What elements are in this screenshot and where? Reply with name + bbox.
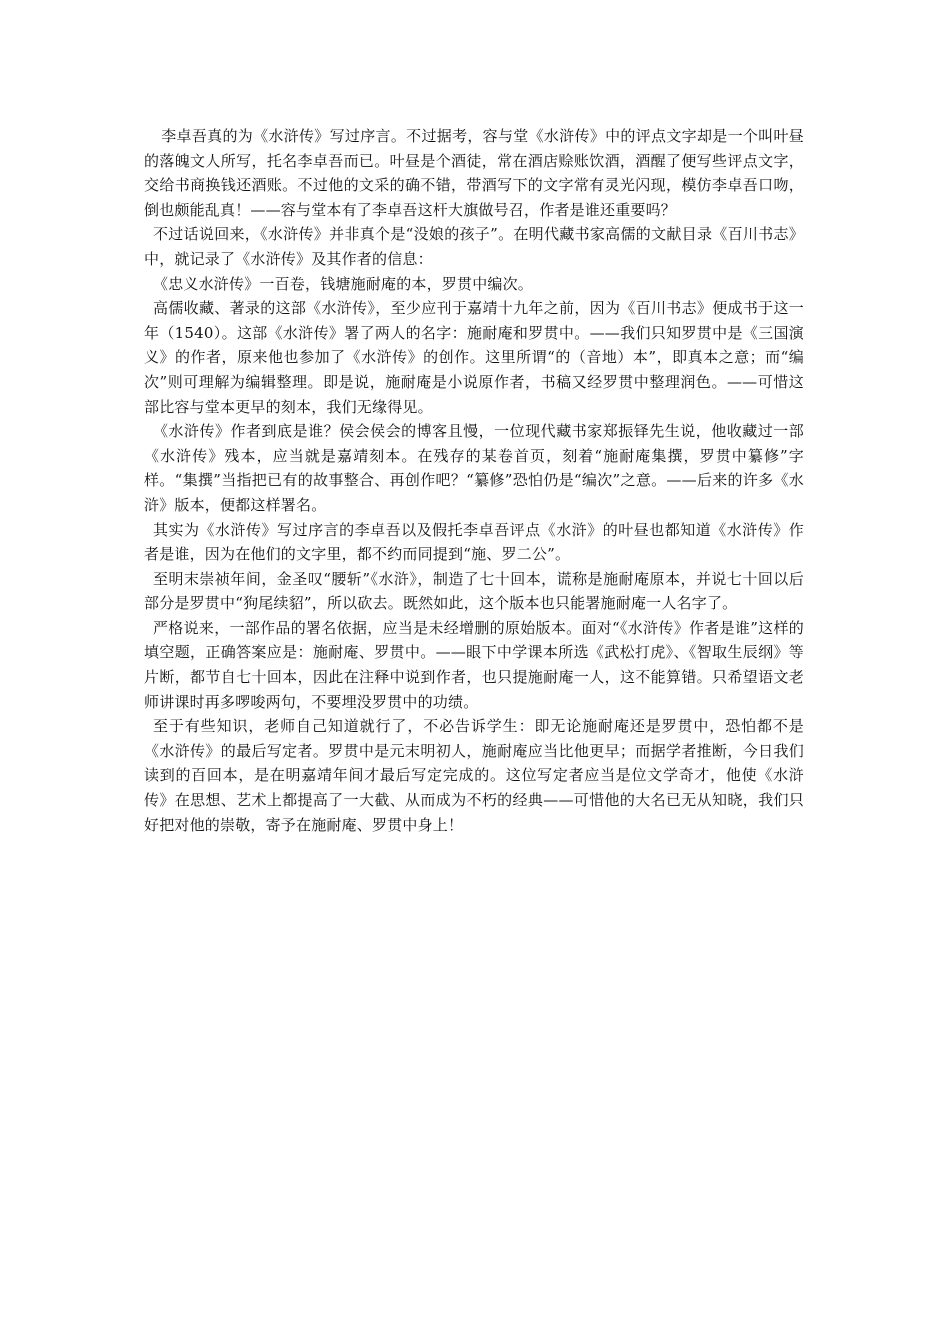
paragraph-quote: 《忠义水浒传》一百卷，钱塘施耐庵的本，罗贯中编次。 — [153, 274, 534, 293]
paragraph: 《水浒传》作者到底是谁？侯会侯会的博客且慢，一位现代藏书家郑振铎先生说，他收藏过一部《水浒传》残本，应当就是嘉靖刻本。在残存的某卷首页，刻着“施耐庵集撰，罗贯中纂修”字样。“集撰”当指把已有的故事整合、再创作吧？“纂修”恐怕仍是“编次”之意。——后来的许多《水浒》版本，便都这样署名。 — [144, 422, 804, 514]
paragraph: 高儒收藏、著录的这部《水浒传》，至少应刊于嘉靖十九年之前，因为《百川书志》便成书于这一年（1540）。这部《水浒传》署了两人的名字：施耐庵和罗贯中。——我们只知罗贯中是《三国演义》的作者，原来他也参加了《水浒传》的创作。这里所谓“的（音地）本”，即真本之意；而“编次”则可理解为编辑整理。即是说，施耐庵是小说原作者，书稿又经罗贯中整理润色。——可惜这部比容与堂本更早的刻本，我们无缘得见。 — [144, 299, 804, 416]
paragraph: 至明末崇祯年间，金圣叹“腰斩”《水浒》，制造了七十回本，谎称是施耐庵原本，并说七十回以后部分是罗贯中“狗尾续貂”，所以砍去。既然如此，这个版本也只能署施耐庵一人名字了。 — [144, 569, 804, 613]
paragraph: 严格说来，一部作品的署名依据，应当是未经增删的原始版本。面对“《水浒传》作者是谁”这样的填空题，正确答案应是：施耐庵、罗贯中。——眼下中学课本所选《武松打虎》、《智取生辰纲》等片断，都节自七十回本，因此在注释中说到作者，也只提施耐庵一人，这不能算错。只希望语文老师讲课时再多啰唆两句，不要埋没罗贯中的功绩。 — [144, 618, 804, 711]
paragraph: 至于有些知识，老师自己知道就行了，不必告诉学生：即无论施耐庵还是罗贯中，恐怕都不是《水浒传》的最后写定者。罗贯中是元末明初人，施耐庵应当比他更早；而据学者推断，今日我们读到的百回本，是在明嘉靖年间才最后写定完成的。这位写定者应当是位文学奇才，他使《水浒传》在思想、艺术上都提高了一大截、从而成为不朽的经典——可惜他的大名已无从知晓，我们只好把对他的崇敬，寄予在施耐庵、罗贯中身上！ — [144, 717, 804, 834]
paragraph: 李卓吾真的为《水浒传》写过序言。不过据考，容与堂《水浒传》中的评点文字却是一个叫叶昼的落魄文人所写，托名李卓吾而已。叶昼是个酒徒，常在酒店赊账饮酒，酒醒了便写些评点文字，交给书商换钱还酒账。不过他的文采的确不错，带酒写下的文字常有灵光闪现，模仿李卓吾口吻，倒也颇能乱真！——容与堂本有了李卓吾这杆大旗做号召，作者是谁还重要吗？ — [144, 127, 804, 219]
paragraph: 不过话说回来，《水浒传》并非真个是“没娘的孩子”。在明代藏书家高儒的文献目录《百川书志》中，就记录了《水浒传》及其作者的信息： — [144, 225, 804, 268]
article-body — [144, 124, 804, 837]
paragraph: 其实为《水浒传》写过序言的李卓吾以及假托李卓吾评点《水浒》的叶昼也都知道《水浒传》作者是谁，因为在他们的文字里，都不约而同提到“施、罗二公”。 — [144, 520, 804, 564]
